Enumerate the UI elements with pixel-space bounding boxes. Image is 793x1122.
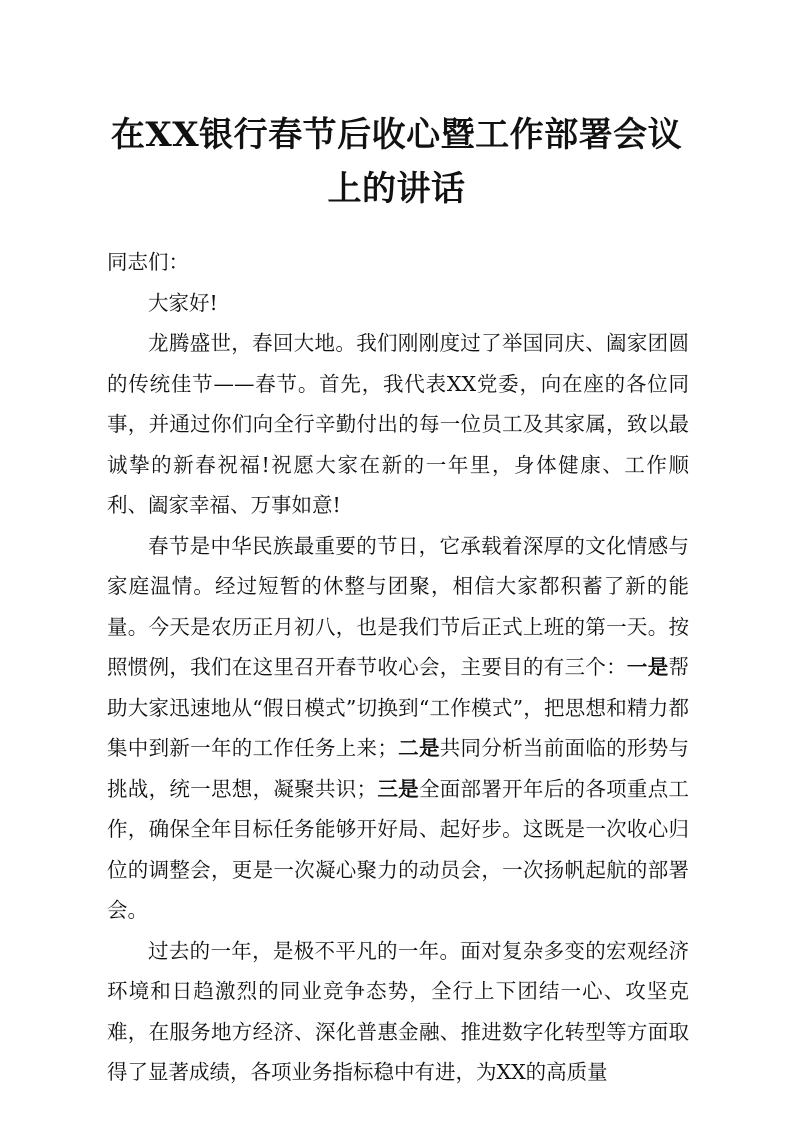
paragraph-meeting-purpose (107, 526, 689, 931)
purpose-point-2: 共同分析当前面临的形势与挑战，统一思想，凝聚共识； (107, 736, 690, 801)
purpose-marker-3: 三是 (377, 776, 419, 801)
paragraph-opening: 龙腾盛世，春回大地。我们刚刚度过了举国同庆、阖家团圆的传统佳节——春节。首先，我代表XX党委，向在座的各位同事，并通过你们向全行辛勤付出的每一位员工及其家属，致以最诚挚的新春祝福!祝愿大家在新的一年里，身体健康、工作顺利、阖家幸福、万事如意! (107, 331, 689, 517)
salutation: 同志们： (107, 250, 189, 274)
purpose-marker-2: 二是 (397, 736, 440, 760)
purpose-point-3: 全面部署开年后的各项重点工作，确保全年目标任务能够开好局、起好步。这既是一次收心归位的调整会，更是一次凝心聚力的动员会，一次扬帆起航的部署会。 (107, 776, 690, 922)
paragraph-review: 过去的一年，是极不平凡的一年。面对复杂多变的宏观经济环境和日趋激烈的同业竞争态势，全行上下团结一心、攻坚克难，在服务地方经济、深化普惠金融、推进数字化转型等方面取得了显著成绩，各项业务指标稳中有进，为XX的高质量 (107, 938, 689, 1084)
purpose-intro: 春节是中华民族最重要的节日，它承载着深厚的文化情感与家庭温情。经过短暂的休整与团聚，相信大家都积蓄了新的能量。今天是农历正月初八，也是我们节后正式上班的第一天。按照惯例，我们在这里召开春节收心会，主要目的有三个： (107, 533, 689, 679)
document-title: 在XX银行春节后收心暨工作部署会议上的讲话 (110, 115, 683, 209)
purpose-point-1: 帮助大家迅速地从“假日模式”切换到“工作模式”，把思想和精力都集中到新一年的工作任务上来； (107, 655, 689, 760)
document-body (107, 242, 689, 1093)
purpose-marker-1: 一是 (626, 655, 669, 679)
greeting: 大家好! (148, 290, 218, 315)
